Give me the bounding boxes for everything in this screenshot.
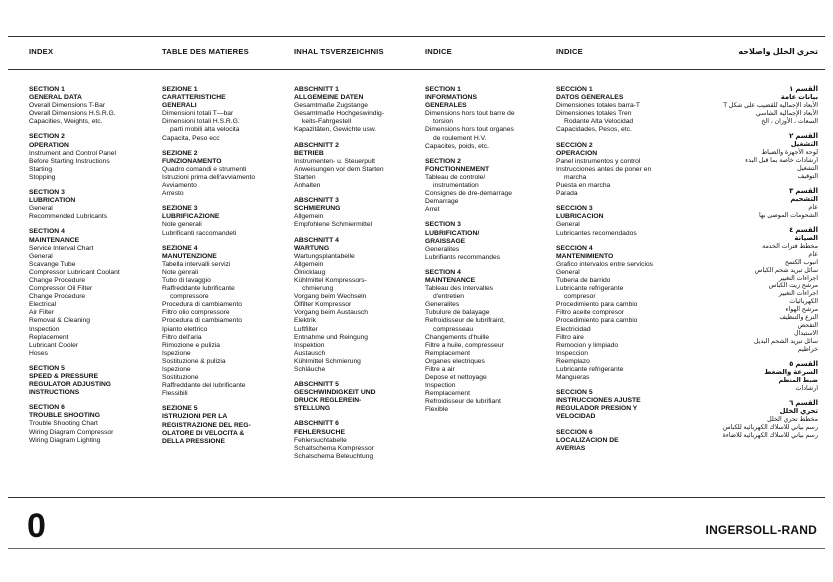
section-title: CARATTERISTICHE: [162, 94, 226, 102]
toc-entry: Puesta en marcha: [556, 182, 611, 190]
toc-entry: Electricidad: [556, 325, 591, 333]
toc-section: [29, 86, 161, 126]
toc-entry: Dimensioni totali H.S.R.G.: [162, 118, 240, 126]
toc-entry: Refroidisseur de lubrifiant: [425, 398, 501, 406]
toc-section: [294, 381, 426, 413]
toc-entry: Empfohlene Schmiermittel: [294, 221, 373, 229]
toc-entry: Air Filter: [29, 309, 54, 317]
section-number: القسم ٤: [789, 226, 818, 234]
toc-entry: Fehlersuchtabelle: [294, 436, 347, 444]
section-number: SEZIONE 2: [162, 149, 198, 157]
section-number: ABSCHNITT 4: [294, 236, 339, 244]
toc-entry: Capacita, Peso ecc: [162, 134, 220, 142]
toc-entry: سائل تبريد شحم الكباس: [754, 266, 818, 274]
toc-entry: Tubulure de balayage: [425, 309, 490, 317]
section-number: SEZIONE 4: [162, 244, 198, 252]
toc-entry: Luftfilter: [294, 325, 318, 333]
column-header: TABLE DES MATIERES: [162, 47, 249, 56]
section-number: ABSCHNITT 6: [294, 420, 339, 428]
section-title: LUBRICACION: [556, 213, 604, 221]
toc-entry: Wiring Diagram Lighting: [29, 436, 101, 444]
section-number: SECTION 2: [425, 157, 461, 165]
toc-entry: Panel instrumentos y control: [556, 157, 641, 165]
section-number: SECTION 3: [29, 189, 65, 197]
toc-entry: General: [556, 268, 580, 276]
toc-section: [556, 86, 688, 135]
toc-entry: Kapazitäten, Gewichte usw.: [294, 126, 377, 134]
toc-entry: Ipianto elettrico: [162, 325, 208, 333]
toc-entry: Allgemein: [294, 213, 324, 221]
toc-section: [29, 133, 161, 182]
section-number: القسم ١: [789, 86, 818, 93]
toc-entry: Remplacement: [425, 390, 470, 398]
toc-entry: Procedura di cambiamento: [162, 301, 242, 309]
toc-entry: مخطط فترات الخدمة: [762, 242, 818, 250]
section-number: SECTION 4: [425, 268, 461, 276]
toc-entry: Filtro aceite compresor: [556, 309, 625, 317]
toc-entry: ضبط المنظم: [778, 376, 818, 384]
section-title: ALLGEMEINE DATEN: [294, 94, 364, 102]
toc-section: [556, 142, 688, 199]
toc-entry: Gesamtmaße Zugstange: [294, 102, 368, 110]
toc-entry: Scavange Tube: [29, 260, 76, 268]
section-number: SECCION 2: [556, 141, 593, 149]
toc-entry: الأبعاد الإجمالية للقضيب على شكل T: [723, 102, 818, 110]
toc-entry: Stopping: [29, 173, 56, 181]
toc-section: [294, 237, 426, 375]
column-body: [556, 86, 688, 460]
toc-entry: Compressor Oil Filter: [29, 285, 93, 293]
toc-entry: الأبعاد الإجمالية الشاسي: [755, 110, 818, 118]
toc-entry: Rodante Alta Velocidad: [564, 118, 634, 126]
top-rule: [8, 36, 825, 37]
toc-entry: Starten: [294, 173, 316, 181]
section-number: SECTION 2: [29, 133, 65, 141]
section-title: BETRIEB: [294, 149, 324, 157]
toc-entry: Arret: [425, 206, 440, 214]
toc-section: [29, 228, 161, 358]
toc-entry: Capacities, Weights, etc.: [29, 118, 103, 126]
toc-entry: Note genrali: [162, 268, 199, 276]
section-number: SECCION 4: [556, 244, 593, 252]
toc-entry: الكهربائيات: [789, 298, 818, 306]
column-header: تحري الخلل واصلاحه: [738, 47, 818, 56]
toc-entry: AVERIAS: [556, 444, 586, 452]
toc-entry: DELLA PRESSIONE: [162, 437, 225, 445]
section-number: ABSCHNITT 3: [294, 197, 339, 205]
toc-entry: Remplacement: [425, 349, 470, 357]
toc-section: [686, 188, 818, 220]
section-title: LUBRIFICATION/: [425, 229, 480, 237]
section-title: FONCTIONNEMENT: [425, 165, 490, 173]
toc-section: [425, 158, 557, 215]
section-title: TROUBLE SHOOTING: [29, 412, 100, 420]
section-title: MAINTENANCE: [29, 236, 80, 244]
toc-entry: رسم بياني للاسلاك الكهربائية للكباس: [722, 423, 818, 431]
toc-section: [294, 142, 426, 191]
toc-entry: مرشح الهواء: [785, 306, 818, 314]
toc-entry: Consignes de dre-demarrage: [425, 190, 512, 198]
toc-entry: مرشح زيت الكباس: [768, 282, 818, 290]
section-title: التشحيم: [790, 195, 818, 203]
toc-entry: Raffreddante lubrificante: [162, 285, 235, 293]
toc-entry: REGISTRAZIONE DEL REG-: [162, 421, 251, 429]
toc-entry: GRAISSAGE: [425, 237, 466, 245]
toc-entry: Lubrifiants recommandes: [425, 253, 501, 261]
toc-entry: Tableau des intervalles: [425, 285, 494, 293]
toc-entry: النزع والتنظيف: [779, 314, 818, 322]
toc-section: [294, 197, 426, 229]
toc-entry: Ispezione: [162, 349, 191, 357]
toc-entry: STELLUNG: [294, 405, 331, 413]
toc-entry: OLATORE DI VELOCITA &: [162, 429, 245, 437]
toc-entry: Instrument and Control Panel: [29, 149, 116, 157]
toc-entry: Avviamento: [162, 182, 197, 190]
section-number: ABSCHNITT 5: [294, 381, 339, 389]
toc-entry: Wiring Diagram Compressor: [29, 428, 114, 436]
toc-entry: Demarrage: [425, 198, 459, 206]
section-number: SECCION 5: [556, 389, 593, 397]
section-title: DATOS GENERALES: [556, 94, 624, 102]
toc-entry: الاستبدال: [793, 329, 818, 337]
toc-section: [162, 205, 294, 237]
toc-entry: ارشادات خاصة بما قبل البدء: [745, 157, 818, 164]
column-header: INDEX: [29, 47, 54, 56]
brand-logo: INGERSOLL-RAND: [705, 523, 817, 537]
toc-entry: Tuberia de barrido: [556, 276, 611, 284]
toc-entry: Rimozione e pulizia: [162, 341, 220, 349]
section-title: GESCHWINDIGKEIT UND: [294, 389, 376, 397]
toc-entry: سائل تبريد الشحم البديل: [753, 337, 818, 345]
section-title: MANTENIMIENTO: [556, 252, 614, 260]
toc-entry: التفحص: [797, 321, 818, 329]
section-number: القسم ٥: [789, 360, 818, 368]
section-title: التشغيل: [790, 141, 818, 148]
toc-entry: Tableau de controle/: [425, 173, 486, 181]
section-number: SECCION 6: [556, 428, 593, 436]
toc-entry: Allgemein: [294, 260, 324, 268]
section-title: LOCALIZACION DE: [556, 436, 619, 444]
toc-entry: Filtre a air: [425, 366, 455, 373]
section-title: MAINTENANCE: [425, 276, 476, 284]
toc-section: [425, 269, 557, 415]
toc-entry: التشغيل: [797, 164, 818, 172]
section-number: القسم ٢: [789, 132, 818, 140]
toc-section: [425, 221, 557, 261]
toc-section: [556, 429, 688, 453]
section-title: SPEED & PRESSURE: [29, 373, 99, 380]
toc-section: [294, 420, 426, 460]
toc-entry: General: [29, 252, 53, 260]
section-number: ABSCHNITT 1: [294, 86, 339, 93]
column-header: INHAL TSVERZEICHNIS: [294, 47, 384, 56]
toc-entry: General: [556, 221, 580, 229]
toc-entry: Wartungsplantabelle: [294, 252, 355, 260]
toc-entry: Filtro olio compressore: [162, 309, 230, 317]
toc-entry: REGULADOR PRESION Y: [556, 405, 638, 413]
toc-entry: Mangueras: [556, 374, 590, 382]
section-title: WARTUNG: [294, 244, 330, 252]
toc-entry: Overall Dimensions T-Bar: [29, 102, 106, 110]
toc-entry: Tabella intervalli servizi: [162, 260, 231, 268]
toc-entry: Quadro comandi e strumenti: [162, 165, 247, 173]
toc-entry: General: [29, 205, 53, 213]
section-number: SECTION 1: [425, 86, 461, 93]
toc-entry: parti mobili alta velocita: [170, 126, 240, 134]
toc-entry: Inspection: [425, 382, 456, 390]
toc-entry: Tubo di lavaggio: [162, 276, 211, 284]
toc-entry: Before Starting Instructions: [29, 157, 110, 165]
section-title: GENERAL DATA: [29, 94, 82, 102]
section-title: MANUTENZIONE: [162, 252, 217, 260]
toc-entry: Note generali: [162, 221, 202, 229]
toc-entry: Kühlmittel Schmierung: [294, 357, 361, 365]
toc-entry: Procedimiento para cambio: [556, 317, 638, 325]
toc-entry: Dimensioni totali T—bar: [162, 110, 234, 118]
toc-section: [29, 404, 161, 444]
toc-entry: Dimensions hors tout barre de: [425, 110, 515, 118]
toc-entry: Instrumenten- u. Steuerpult: [294, 157, 376, 165]
toc-entry: Organes electriques: [425, 357, 485, 365]
toc-entry: INSTRUCTIONS: [29, 389, 80, 397]
section-title: SCHMIERUNG: [294, 205, 341, 213]
toc-entry: Removal & Cleaning: [29, 317, 90, 325]
toc-entry: Trouble Shooting Chart: [29, 420, 98, 428]
toc-entry: Elektrik: [294, 317, 316, 325]
toc-entry: instrumentation: [433, 182, 479, 190]
toc-entry: Anhalten: [294, 182, 321, 190]
bottom-rule: [8, 548, 825, 549]
toc-entry: Schaltschema Kompressor: [294, 444, 374, 452]
section-title: FEHLERSUCHE: [294, 428, 345, 436]
toc-section: [29, 189, 161, 221]
section-number: SECTION 1: [29, 86, 65, 93]
toc-entry: Ölnicklaug: [294, 268, 326, 276]
toc-entry: عام: [808, 250, 818, 258]
toc-entry: عام: [808, 203, 818, 211]
toc-entry: Ölfilter Kompressor: [294, 301, 352, 309]
section-title: LUBRICATION: [29, 197, 76, 205]
toc-entry: Filtro dell'aria: [162, 333, 202, 341]
section-number: SECTION 4: [29, 228, 65, 236]
section-number: ABSCHNITT 2: [294, 141, 339, 149]
toc-entry: Schalschema Beleuchtung: [294, 452, 374, 460]
section-number: SEZIONE 3: [162, 205, 198, 213]
toc-entry: Capacites, poids, etc.: [425, 142, 489, 150]
section-number: SECCION 1: [556, 86, 593, 93]
toc-section: [686, 133, 818, 181]
toc-entry: Schläuche: [294, 366, 326, 373]
column-body: [686, 86, 818, 447]
toc-entry: Filtro aire: [556, 333, 584, 341]
toc-entry: torsion: [433, 118, 454, 126]
section-title: INFORMATIONS: [425, 94, 477, 102]
toc-entry: Inspection: [29, 325, 60, 333]
section-title: OPERATION: [29, 141, 69, 149]
toc-entry: Lubricante refrigerante: [556, 285, 624, 293]
toc-entry: اجراءات التغيير: [778, 290, 818, 298]
toc-entry: ارشادات: [795, 384, 818, 392]
toc-entry: Reemplazo: [556, 357, 590, 365]
toc-entry: Generalites: [425, 245, 460, 253]
column-header: INDICE: [425, 47, 452, 56]
section-title: FUNZIONAMENTO: [162, 157, 222, 165]
toc-entry: Change Procedure: [29, 276, 86, 284]
section-title: OPERACION: [556, 149, 598, 157]
toc-entry: compresseau: [433, 325, 474, 333]
column-body: [29, 86, 161, 452]
toc-section: [162, 405, 294, 445]
toc-entry: Replacement: [29, 333, 69, 341]
toc-entry: Lubrificanti raccomandeti: [162, 229, 237, 237]
toc-entry: Procedura di cambiamento: [162, 317, 242, 325]
toc-entry: Overall Dimensions H.S.R.G.: [29, 110, 116, 118]
column-body: [162, 86, 294, 453]
toc-entry: رسم بياني للاسلاك الكهربائية للاضاءة: [722, 431, 818, 439]
toc-entry: Inspeccion: [556, 349, 588, 357]
toc-entry: Service Interval Chart: [29, 244, 94, 252]
toc-entry: خراطيم: [797, 345, 818, 353]
toc-entry: Change Procedure: [29, 293, 86, 301]
toc-entry: Lubricante refrigerante: [556, 366, 624, 373]
section-number: SECTION 3: [425, 221, 461, 229]
toc-entry: Compressor Lubricant Coolant: [29, 268, 120, 276]
toc-entry: Inspektion: [294, 341, 325, 349]
section-number: SECTION 5: [29, 364, 65, 372]
toc-entry: Vorgang beim Wechseln: [294, 293, 367, 301]
toc-section: [556, 389, 688, 421]
toc-entry: Ispezione: [162, 366, 191, 373]
toc-entry: Hoses: [29, 349, 48, 357]
toc-entry: مخطط تحري الخلل: [767, 415, 818, 423]
toc-entry: Grafico intervalos entre servicios: [556, 260, 654, 268]
toc-entry: Depose et nettoyage: [425, 374, 487, 382]
toc-entry: marcha: [564, 173, 587, 181]
page-number: 0: [27, 507, 46, 545]
section-number: SECCION 3: [556, 205, 593, 213]
toc-entry: الشحومات الموصى بها: [758, 211, 818, 219]
toc-entry: Changements d'huille: [425, 333, 490, 341]
header-rule: [8, 69, 825, 70]
section-number: SEZIONE 5: [162, 405, 198, 413]
toc-entry: انبوب الكسح: [784, 258, 818, 266]
toc-entry: compresor: [564, 293, 596, 301]
toc-section: [556, 245, 688, 383]
column-body: [425, 86, 557, 422]
toc-section: [162, 245, 294, 399]
toc-section: [162, 150, 294, 199]
section-number: SECTION 6: [29, 404, 65, 412]
toc-entry: Capacidades, Pesos, etc.: [556, 126, 632, 134]
toc-entry: Refroidisseur de lubrifraint,: [425, 317, 505, 325]
toc-entry: لوحة الأجهزة والضباط: [761, 149, 818, 157]
section-title: بيانات عامة: [780, 94, 818, 102]
toc-entry: Lubricantes recomendados: [556, 229, 637, 237]
section-title: السرعة والضغط: [764, 368, 818, 376]
section-number: القسم ٦: [789, 399, 818, 407]
toc-entry: Flexible: [425, 406, 449, 414]
toc-entry: Lubricant Cooler: [29, 341, 79, 349]
toc-entry: Sostituzione & pulizia: [162, 357, 226, 365]
section-title: ISTRUZIONI PER LA: [162, 413, 228, 421]
toc-entry: Remocion y limpiado: [556, 341, 619, 349]
toc-section: [686, 361, 818, 393]
toc-section: [686, 400, 818, 440]
section-title: تحري الخلل: [779, 407, 818, 415]
toc-entry: Austausch: [294, 349, 326, 357]
toc-entry: Istruzioni prima dell'avviamento: [162, 173, 256, 181]
toc-section: [29, 365, 161, 397]
toc-entry: chmierung: [302, 285, 334, 293]
toc-section: [294, 86, 426, 135]
toc-section: [162, 86, 294, 143]
toc-entry: GENERALES: [425, 102, 467, 110]
footer-rule: [8, 497, 825, 498]
toc-entry: GENERALI: [162, 102, 197, 110]
section-number: SEZIONE 1: [162, 86, 198, 93]
toc-entry: Arresto: [162, 190, 184, 198]
toc-entry: Electrical: [29, 301, 57, 309]
toc-entry: Kühlmittel Kompressors-: [294, 276, 367, 284]
toc-entry: Dimensions hors tout organes: [425, 126, 514, 134]
section-title: INSTRUCCIONES AJUSTE: [556, 397, 641, 405]
toc-section: [686, 86, 818, 126]
toc-entry: d'entretien: [433, 293, 465, 301]
toc-entry: Vorgang beim Austausch: [294, 309, 368, 317]
toc-entry: Raffreddante del lubrificante: [162, 382, 246, 390]
toc-entry: REGULATOR ADJUSTING: [29, 381, 111, 389]
section-number: القسم ٣: [789, 187, 818, 195]
toc-entry: Anweisungen vor dem Starten: [294, 165, 384, 173]
toc-entry: Parada: [556, 190, 578, 198]
toc-entry: compressore: [170, 293, 209, 301]
column-header: INDICE: [556, 47, 583, 56]
toc-entry: Starting: [29, 165, 53, 173]
toc-entry: Entnahme und Reingung: [294, 333, 368, 341]
toc-entry: السعات ، الأوزان ، الخ: [761, 118, 818, 125]
section-title: LUBRIFICAZIONE: [162, 213, 220, 221]
toc-entry: Generalites: [425, 301, 460, 309]
toc-entry: التوقيف: [797, 172, 818, 180]
toc-entry: Recommended Lubricants: [29, 213, 108, 221]
toc-entry: Dimensiones totales Tren: [556, 110, 632, 118]
toc-entry: Sostituzione: [162, 374, 199, 382]
toc-section: [425, 86, 557, 151]
toc-entry: keits-Fahrgestell: [302, 118, 352, 126]
toc-entry: DRUCK REGLEREIN-: [294, 397, 362, 405]
toc-section: [686, 227, 818, 354]
toc-entry: Filtre a huile, compresseur: [425, 341, 504, 349]
toc-entry: Instrucciones antes de poner en: [556, 165, 652, 173]
toc-entry: VELOCIDAD: [556, 413, 596, 421]
toc-entry: Flessibili: [162, 390, 188, 398]
column-body: [294, 86, 426, 468]
toc-entry: de roulement H.V.: [433, 134, 487, 142]
toc-entry: Gesamtmaße Hochgeswindig-: [294, 110, 384, 118]
toc-entry: Procedimiento para cambio: [556, 301, 638, 309]
section-title: الصيانة: [794, 234, 818, 242]
toc-entry: Dimensiones totales barra-T: [556, 102, 640, 110]
toc-section: [556, 205, 688, 237]
toc-entry: اجراءات التغيير: [778, 274, 818, 282]
